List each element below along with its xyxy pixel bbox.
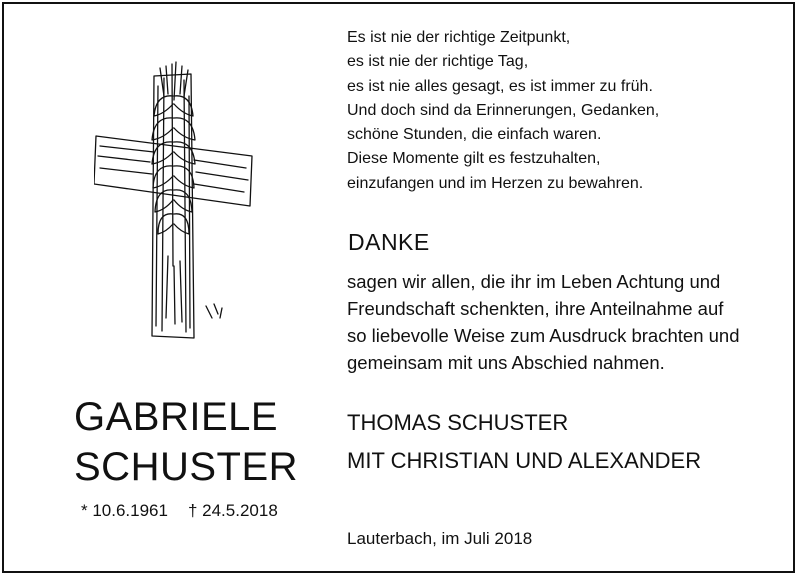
thanks-line: gemeinsam mit uns Abschied nahmen. (347, 352, 665, 373)
thanks-line: Freundschaft schenkten, ihre Anteilnahme auf (347, 298, 724, 319)
death-date: † 24.5.2018 (187, 501, 278, 520)
poem-line: einzufangen und im Herzen zu bewahren. (347, 174, 644, 192)
thanks-text (347, 268, 739, 376)
deceased-name (74, 392, 298, 492)
thanks-line: sagen wir allen, die ihr im Leben Achtung und (347, 271, 721, 292)
poem-line: Es ist nie der richtige Zeitpunkt, (347, 29, 571, 46)
family-line: MIT CHRISTIAN UND ALEXANDER (347, 448, 702, 473)
deceased-first-name: GABRIELE (74, 395, 279, 439)
poem (347, 26, 659, 196)
poem-line: Diese Momente gilt es festzuhalten, (347, 150, 601, 168)
life-dates (81, 501, 278, 521)
thanks-line: so liebevolle Weise zum Ausdruck brachten und (347, 325, 740, 346)
poem-line: schöne Stunden, die einfach waren. (347, 126, 602, 144)
poem-line: Und doch sind da Erinnerungen, Gedanken, (347, 101, 660, 119)
poem-line: es ist nie der richtige Tag, (347, 53, 529, 71)
family-line: THOMAS SCHUSTER (347, 410, 569, 435)
cross-with-wheat-icon (94, 56, 254, 346)
birth-date: * 10.6.1961 (81, 501, 168, 520)
obituary-card (2, 2, 795, 573)
family-signature (347, 404, 701, 480)
deceased-last-name: SCHUSTER (74, 445, 299, 489)
place-date: Lauterbach, im Juli 2018 (347, 529, 533, 548)
thanks-heading: DANKE (348, 229, 430, 255)
poem-line: es ist nie alles gesagt, es ist immer zu früh. (347, 77, 653, 95)
